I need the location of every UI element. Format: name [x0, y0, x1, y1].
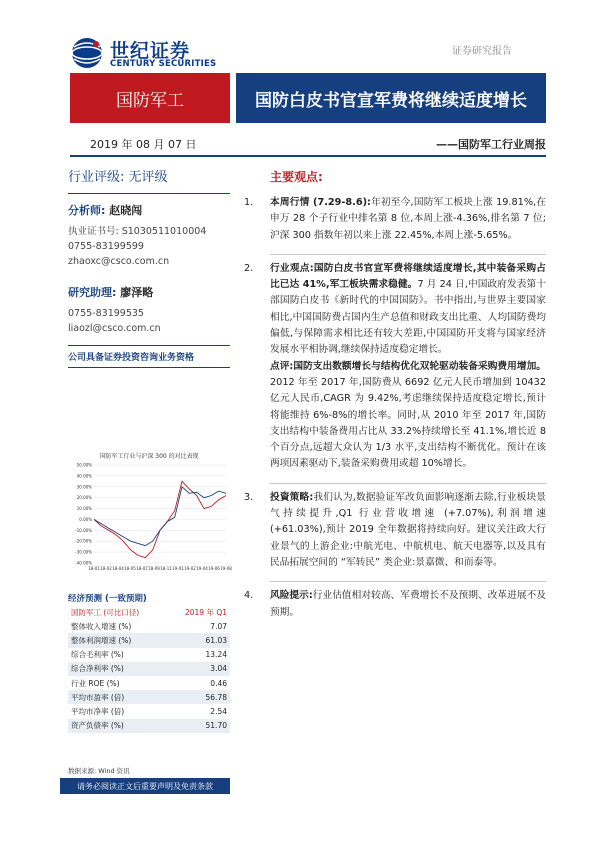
comment-text: 2012 年至 2017 年,国防费从 6692 亿元人民币增加到 10432 亿元人民币,CAGR 为 9.42%,考虑继续保持适度稳定增长,预计将能维持 6%-8%的增长率。同时,从 2010 年至 2017 年,国防支出结构中装备费用占比从 33.2%持续增长至 41.1%,增长近 8 个百分点,远超大众认为 1/3 水平,支出结构不断优化。预计在该两项因素驱动下,装备采购费用或超 10%增长。	[270, 376, 546, 470]
globe-logo-icon	[70, 36, 104, 70]
headline-banner: 国防白皮书官宣军费将继续适度增长	[236, 73, 546, 123]
chart-y-tick: 10.00%	[76, 506, 92, 512]
forecast-row	[68, 719, 230, 733]
forecast-row	[68, 633, 230, 647]
chart-series-line-2	[94, 487, 226, 546]
brand-logo	[70, 36, 220, 70]
forecast-label: 综合毛利率 (%)	[71, 650, 124, 660]
analyst-label: 分析师:	[68, 204, 106, 217]
analyst-email[interactable]: zhaoxc@csco.com.cn	[68, 256, 170, 267]
chart-x-tick: 18-05	[124, 566, 136, 571]
chart-x-tick: 19-01	[172, 566, 184, 571]
forecast-row	[68, 648, 230, 662]
sector-banner: 国防军工	[70, 73, 230, 123]
chart-x-tick: 19-04	[196, 566, 208, 571]
forecast-label: 平均市盈率 (倍)	[68, 690, 166, 704]
analyst	[68, 202, 230, 218]
point-divider	[270, 581, 546, 582]
chart-x-tick: 18-04	[112, 566, 124, 571]
forecast-row	[68, 605, 230, 619]
header-divider	[70, 155, 546, 157]
point-1-text: 年初至今,国防军工板块上涨 19.81%,在申万 28 个子行业中排名第 8 位,本周上涨-4.36%,排名第 7 位;沪深 300 指数年初以来上涨 22.45%,本周上涨-5.65%。	[270, 197, 546, 241]
assistant-label: 研究助理:	[68, 286, 117, 299]
assistant-name: 廖泽略	[120, 286, 154, 299]
chart-x-tick: 18-07	[136, 566, 148, 571]
chart-y-tick: 20.00%	[76, 495, 92, 501]
chart-y-tick: -40.00%	[75, 560, 92, 566]
analyst-license: 执业证书号: S1030511010004	[68, 226, 207, 237]
chart-x-tick: 18-11	[160, 566, 172, 571]
point-3-number: 3.	[244, 491, 254, 503]
forecast-row	[68, 676, 230, 690]
forecast-value: 2.54	[210, 706, 227, 716]
forecast-title: 经济预测 (一致预期)	[68, 594, 147, 604]
point-1	[244, 195, 546, 244]
forecast-value: 3.04	[166, 662, 230, 676]
report-series: ——国防军工行业周报	[436, 138, 546, 151]
chart-x-tick: 19-08	[220, 566, 232, 571]
sidebar	[68, 166, 230, 368]
forecast-row	[68, 662, 230, 676]
chart-y-tick: 30.00%	[76, 484, 92, 490]
forecast-value: 56.78	[166, 690, 230, 704]
forecast-label: 整体利润增速 (%)	[68, 633, 166, 647]
chart-x-tick: 18-09	[148, 566, 160, 571]
forecast-table	[68, 605, 230, 733]
rating-divider	[68, 193, 230, 194]
main-title: 主要观点:	[270, 170, 323, 184]
analyst-name: 赵晓闯	[109, 204, 143, 217]
assistant-phone: 0755-83199535	[68, 308, 144, 319]
forecast-row	[68, 704, 230, 718]
point-2-comment	[270, 359, 546, 473]
chart-y-tick: -30.00%	[75, 549, 92, 555]
performance-chart	[68, 451, 230, 581]
forecast-value: 0.46	[210, 678, 227, 688]
point-1-heading: 本周行情 (7.29-8.6):	[270, 197, 371, 208]
point-divider	[270, 483, 546, 484]
analyst-phone: 0755-83199599	[68, 241, 144, 252]
chart-x-tick: 18-01	[88, 566, 100, 571]
forecast-value: 61.03	[166, 633, 230, 647]
forecast-value: 2019 年 Q1	[166, 605, 230, 619]
forecast-row	[68, 690, 230, 704]
forecast-label: 平均市净率 (倍)	[71, 706, 125, 716]
forecast-value: 7.07	[210, 621, 227, 631]
industry-rating: 行业评级: 无评级	[68, 170, 168, 185]
chart-y-tick: 40.00%	[76, 473, 92, 479]
point-4-number: 4.	[244, 590, 254, 602]
chart-y-tick: 50.00%	[76, 462, 92, 468]
chart-svg	[68, 459, 230, 581]
point-4	[244, 588, 546, 621]
report-type: 证券研究报告	[452, 46, 512, 57]
brand-name-cn: 世纪证券	[110, 40, 191, 62]
comment-heading: 点评:国防支出数额增长与结构优化双轮驱动装备采购费用增加。	[270, 360, 546, 372]
disclaimer-banner: 请务必阅读正文后重要声明及免责条款	[60, 778, 230, 794]
qualification-note: 公司具备证券投资咨询业务资格	[68, 345, 230, 368]
forecast-label: 资产负债率 (%)	[68, 719, 166, 733]
report-date: 2019 年 08 月 07 日	[90, 138, 197, 151]
point-1-number: 1.	[244, 197, 254, 208]
chart-y-tick: -20.00%	[75, 538, 92, 544]
chart-x-tick: 18-02	[100, 566, 112, 571]
chart-title: 国防军工行业与沪深 300 的对比表现	[99, 453, 199, 460]
forecast-row	[68, 619, 230, 633]
assistant-email[interactable]: liaozl@csco.com.cn	[68, 323, 161, 334]
point-2-heading: 行业观点:国防白皮书官宣军费将继续适度增长,其中装备采购占比已达 41%,军工板块需求稳健。	[270, 262, 546, 291]
forecast-label: 国防军工 (可比口径)	[68, 605, 166, 619]
chart-x-tick: 19-02	[184, 566, 196, 571]
forecast-label: 行业 ROE (%)	[71, 678, 120, 688]
chart-x-tick: 19-06	[208, 566, 220, 571]
brand-name-en: CENTURY SECURITIES	[110, 59, 217, 69]
point-2-number: 2.	[244, 262, 254, 274]
assistant	[68, 284, 230, 300]
point-3	[244, 490, 546, 571]
forecast-label: 综合净利率 (%)	[68, 662, 166, 676]
main-content	[244, 168, 546, 621]
forecast-label: 整体收入增速 (%)	[71, 621, 132, 631]
point-2-text: 7 月 24 日,中国政府发表第十部国防白皮书《新时代的中国国防》。书中指出,与世界主要国家相比,中国国防费占国内生产总值和财政支出比重、人均国防费均偏低,与保障需求相比还有较大差距,中国国防开支将与国家经济发展水平相协调,继续保持适度稳定增长。	[270, 279, 546, 356]
point-divider	[270, 254, 546, 255]
point-4-text: 行业估值相对较高、军费增长不及预期、改革进展不及预期。	[270, 590, 546, 618]
forecast-value: 13.24	[205, 650, 227, 660]
forecast-value: 51.70	[166, 719, 230, 733]
chart-y-tick: -10.00%	[75, 527, 92, 533]
point-4-heading: 风险提示:	[270, 590, 313, 602]
point-2	[244, 261, 546, 359]
data-source: 数据来源: Wind 资讯	[68, 767, 130, 775]
point-3-heading: 投資策略:	[270, 491, 314, 503]
point-3-text: 我们认为,数据验证军改负面影响逐渐去除,行业板块景气持续提升,Q1 行业营收增速 (+7.07%),利润增速 (+61.03%),预计 2019 全年数据将持续向好。建议关注政大行业景气的上游企业:中航光电、中航机电、航天电器等,以及具有民品拓展空间的 “军转民” 类企业:景嘉微、和而泰等。	[270, 491, 546, 568]
chart-y-tick: 0.00%	[79, 516, 92, 522]
